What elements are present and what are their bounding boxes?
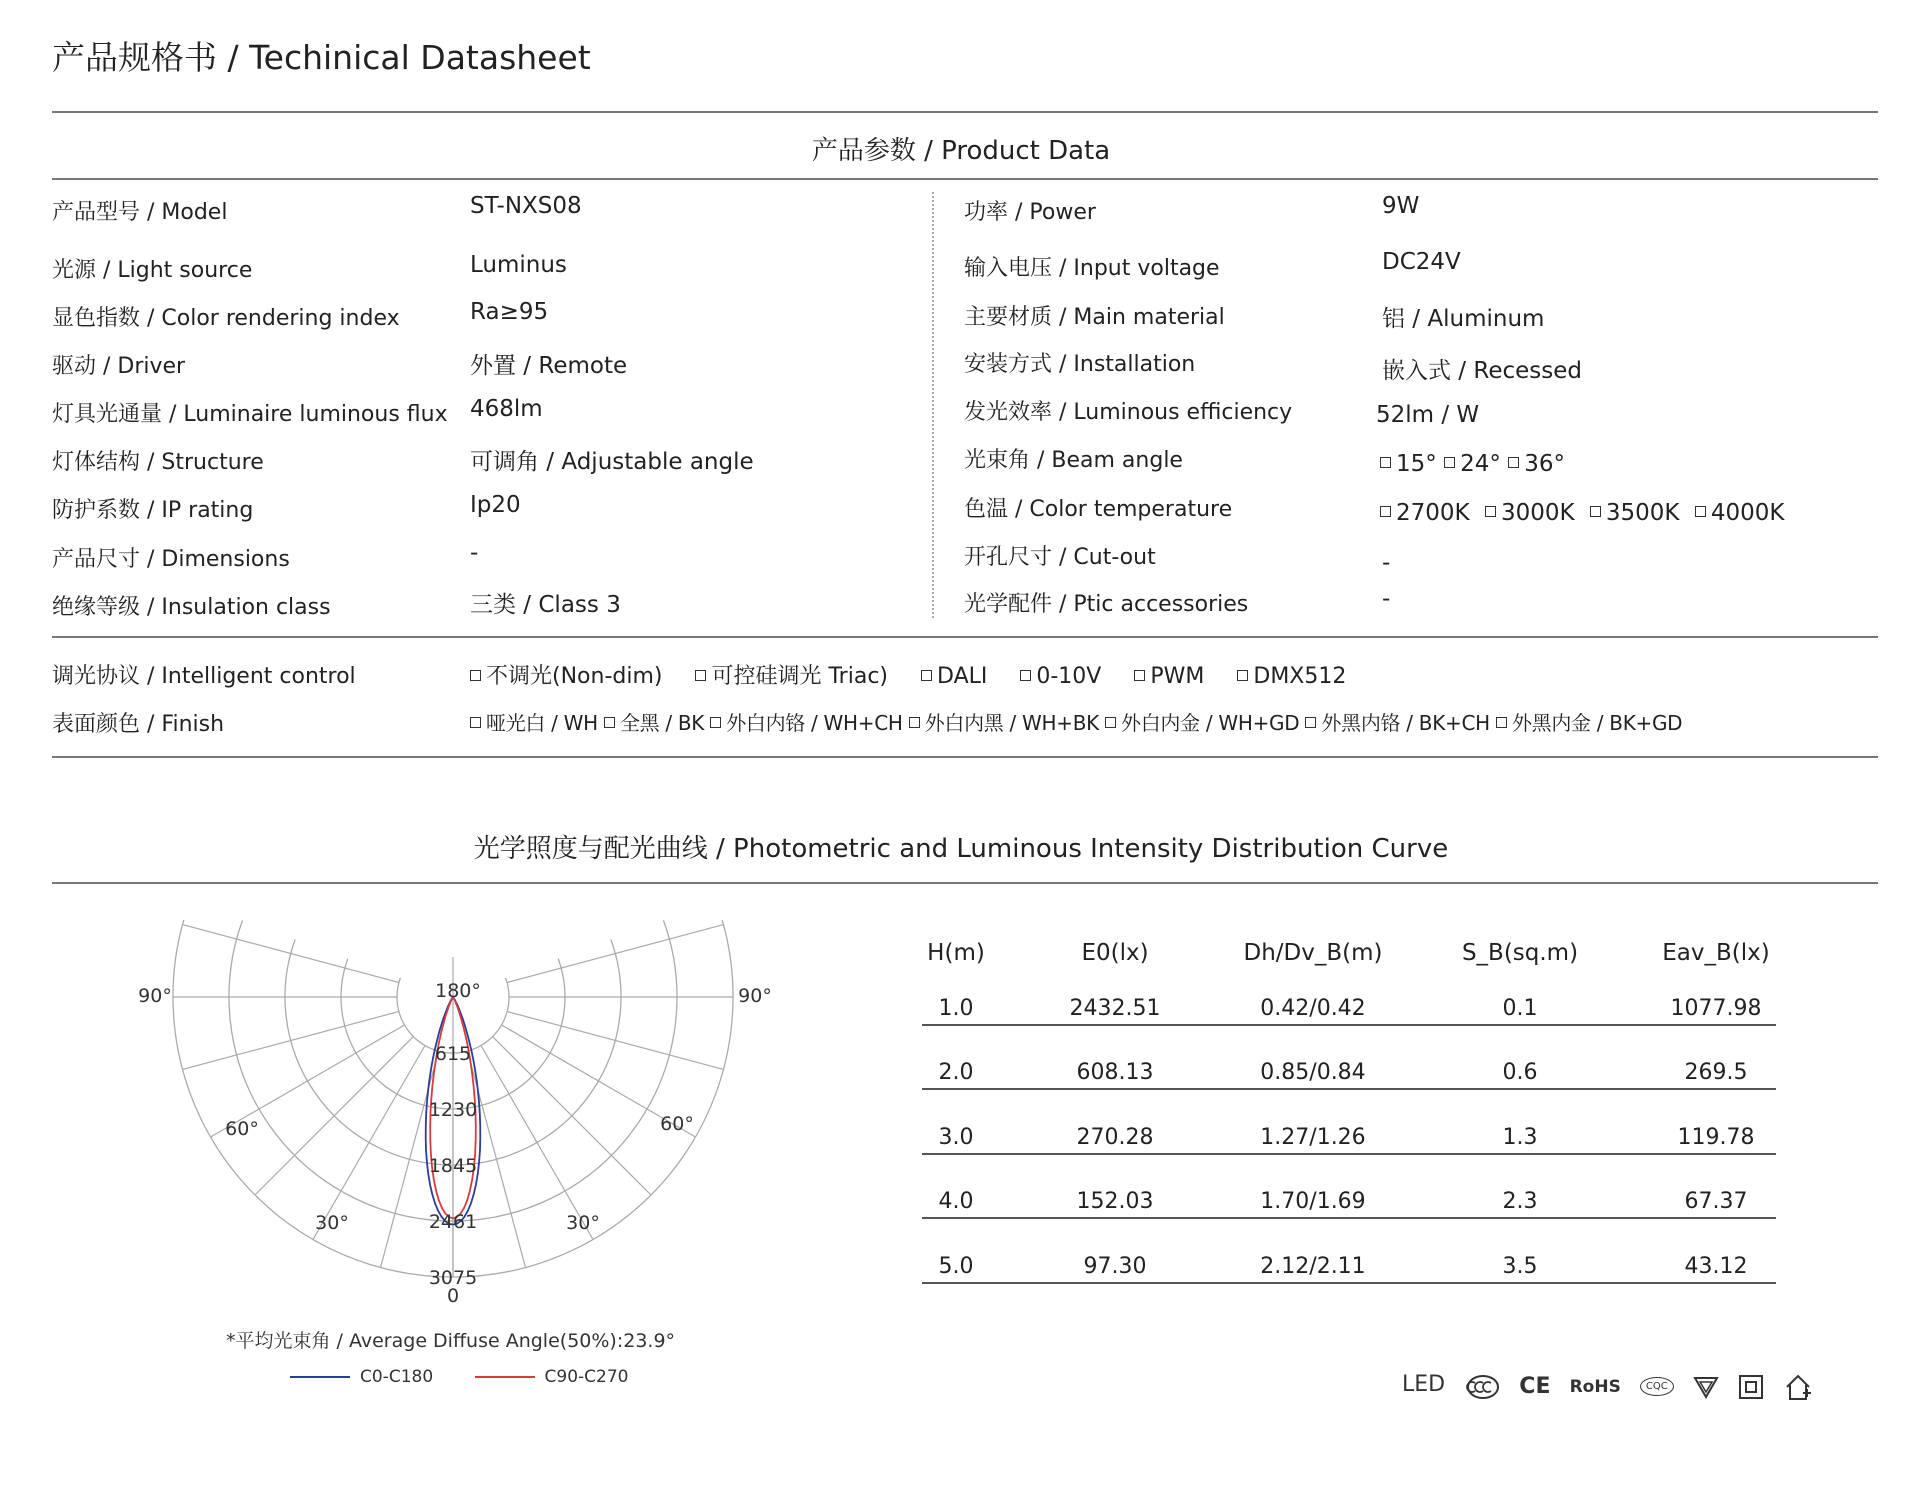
spec-label-cri: 显色指数 / Color rendering index: [52, 306, 400, 331]
table-cell: 5.0: [938, 1254, 974, 1279]
finish-option-wh-gd[interactable]: 外白内金 / WH+GD: [1105, 711, 1299, 735]
polar-ring-label: 3075: [428, 1267, 478, 1289]
spec-label-color-temperature: 色温 / Color temperature: [964, 497, 1233, 522]
polar-spoke: [183, 1011, 399, 1069]
table-header: Eav_B(lx): [1662, 940, 1770, 966]
polar-top-label: 180°: [435, 980, 481, 1002]
led-label: LED: [1402, 1372, 1446, 1397]
polar-bottom-label: 0: [446, 1285, 460, 1307]
spec-value-luminous-efficiency: 52lm / W: [1376, 402, 1480, 428]
options-divider: [52, 756, 1878, 758]
checkbox-icon: [604, 717, 615, 728]
spec-label-luminous-flux: 灯具光通量 / Luminaire luminous flux: [52, 402, 448, 427]
control-option-triac[interactable]: 可控硅调光 Triac): [695, 664, 888, 689]
spec-label-dimensions: 产品尺寸 / Dimensions: [52, 547, 290, 572]
checkbox-icon: [470, 717, 481, 728]
legend-line-red: [475, 1376, 535, 1378]
average-angle-note: *平均光束角 / Average Diffuse Angle(50%):23.9°: [226, 1330, 676, 1352]
polar-angle-label-right-60: 60°: [660, 1113, 694, 1135]
polar-spoke: [493, 1037, 651, 1195]
spec-label-driver: 驱动 / Driver: [52, 354, 186, 379]
table-cell: 608.13: [1076, 1060, 1154, 1085]
legend-line-blue: [290, 1376, 350, 1378]
table-header: S_B(sq.m): [1461, 940, 1579, 966]
spec-label-main-material: 主要材质 / Main material: [964, 305, 1225, 330]
spec-value-main-material: 铝 / Aluminum: [1382, 306, 1545, 332]
table-row-rule: [922, 1282, 1776, 1284]
spec-value-insulation: 三类 / Class 3: [470, 592, 621, 618]
checkbox-icon: [1134, 670, 1145, 681]
spec-value-power: 9W: [1382, 193, 1420, 219]
table-cell: 1.70/1.69: [1260, 1189, 1366, 1214]
table-header: H(m): [927, 940, 985, 966]
spec-label-input-voltage: 输入电压 / Input voltage: [964, 256, 1220, 281]
polar-spoke: [255, 1037, 413, 1195]
table-cell: 2.12/2.11: [1260, 1254, 1366, 1279]
cct-option-3000k[interactable]: 3000K: [1485, 500, 1575, 526]
spec-column-divider: [932, 192, 934, 618]
spec-value-optic-accessories: -: [1382, 586, 1391, 612]
spec-label-cut-out: 开孔尺寸 / Cut-out: [964, 545, 1156, 570]
finish-option-wh-bk[interactable]: 外白内黑 / WH+BK: [909, 711, 1099, 735]
table-cell: 2432.51: [1069, 996, 1161, 1021]
rohs-icon: RoHS: [1569, 1376, 1621, 1397]
spec-label-ip-rating: 防护系数 / IP rating: [52, 498, 254, 523]
spec-label-installation: 安装方式 / Installation: [964, 352, 1196, 377]
cct-option-3500k[interactable]: 3500K: [1590, 500, 1680, 526]
table-cell: 0.85/0.84: [1260, 1060, 1366, 1085]
table-cell: 2.3: [1502, 1189, 1538, 1214]
spec-value-cri: Ra≥95: [470, 299, 549, 325]
polar-ring-label: 1230: [428, 1099, 478, 1121]
ce-icon: CE: [1519, 1374, 1551, 1399]
checkbox-icon: [1508, 457, 1519, 468]
triangle-mark-icon: [1693, 1375, 1719, 1399]
house-mark-icon: [1783, 1373, 1813, 1401]
control-option-dali[interactable]: DALI: [921, 664, 987, 689]
polar-spoke: [507, 1011, 723, 1069]
polar-ring-label: 2461: [428, 1211, 478, 1233]
legend-item-c90: C90-C270: [475, 1367, 629, 1387]
table-cell: 4.0: [938, 1189, 974, 1214]
checkbox-icon: [909, 717, 920, 728]
checkbox-icon: [1444, 457, 1455, 468]
polar-angle-label-left-30: 30°: [315, 1212, 349, 1234]
spec-value-model: ST-NXS08: [470, 193, 582, 219]
checkbox-icon: [1380, 506, 1391, 517]
polar-spoke: [507, 925, 723, 983]
table-cell: 3.5: [1502, 1254, 1538, 1279]
checkbox-icon: [1020, 670, 1031, 681]
spec-label-model: 产品型号 / Model: [52, 200, 228, 225]
table-cell: 97.30: [1083, 1254, 1147, 1279]
finish-option-bk[interactable]: 全黑 / BK: [604, 711, 704, 735]
product-data-divider: [52, 178, 1878, 180]
spec-value-light-source: Luminus: [470, 252, 567, 278]
certification-marks: [1402, 1372, 1827, 1401]
spec-label-structure: 灯体结构 / Structure: [52, 450, 264, 475]
control-options: [470, 659, 1372, 690]
control-option-non-dim[interactable]: 不调光(Non-dim): [470, 664, 662, 689]
cct-option-2700k[interactable]: 2700K: [1380, 500, 1470, 526]
table-row-rule: [922, 1088, 1776, 1090]
spec-value-dimensions: -: [470, 540, 479, 566]
checkbox-icon: [1305, 717, 1316, 728]
table-cell: 270.28: [1076, 1125, 1154, 1150]
polar-spoke: [313, 1045, 425, 1239]
spec-label-beam-angle: 光束角 / Beam angle: [964, 448, 1183, 473]
finish-option-wh-ch[interactable]: 外白内铬 / WH+CH: [710, 711, 902, 735]
legend-item-c0: C0-C180: [290, 1367, 439, 1387]
photometric-divider: [52, 882, 1878, 884]
polar-angle-label-right-30: 30°: [566, 1212, 600, 1234]
spec-label-luminous-efficiency: 发光效率 / Luminous efficiency: [964, 400, 1293, 425]
table-header: E0(lx): [1081, 940, 1149, 966]
checkbox-icon: [1695, 506, 1706, 517]
checkbox-icon: [1590, 506, 1601, 517]
polar-angle-label-right-90: 90°: [738, 985, 772, 1007]
table-cell: 1.27/1.26: [1260, 1125, 1366, 1150]
header-divider: [52, 111, 1878, 113]
checkbox-icon: [470, 670, 481, 681]
polar-ring-label: 615: [434, 1043, 472, 1065]
spec-value-structure: 可调角 / Adjustable angle: [470, 449, 754, 475]
spec-value-installation: 嵌入式 / Recessed: [1382, 358, 1582, 384]
table-cell: 1.0: [938, 996, 974, 1021]
checkbox-icon: [1496, 717, 1507, 728]
checkbox-icon: [1237, 670, 1248, 681]
table-header: Dh/Dv_B(m): [1243, 940, 1383, 966]
spec-label-light-source: 光源 / Light source: [52, 258, 253, 283]
control-option-0-10v[interactable]: 0-10V: [1020, 664, 1101, 689]
checkbox-icon: [695, 670, 706, 681]
polar-angle-label-left-90: 90°: [138, 985, 172, 1007]
finish-option-bk-gd[interactable]: 外黑内金 / BK+GD: [1496, 711, 1682, 735]
checkbox-icon: [921, 670, 932, 681]
finish-option-wh[interactable]: 哑光白 / WH: [470, 711, 598, 735]
control-label: 调光协议 / Intelligent control: [52, 664, 356, 689]
finish-options: [470, 707, 1682, 736]
finish-label: 表面颜色 / Finish: [52, 712, 225, 737]
table-row-rule: [922, 1153, 1776, 1155]
cct-option-4000k[interactable]: 4000K: [1695, 500, 1785, 526]
legend: [290, 1367, 629, 1387]
table-cell: 269.5: [1684, 1060, 1748, 1085]
beam-option-36[interactable]: 36°: [1508, 451, 1565, 477]
ccc-icon: [1466, 1374, 1500, 1400]
double-insulation-icon: [1738, 1374, 1764, 1400]
spec-label-optic-accessories: 光学配件 / Ptic accessories: [964, 592, 1249, 617]
polar-ring-label: 1845: [428, 1155, 478, 1177]
spec-value-driver: 外置 / Remote: [470, 353, 628, 379]
checkbox-icon: [710, 717, 721, 728]
spec-divider: [52, 636, 1878, 638]
beam-angle-options: [1380, 451, 1565, 477]
polar-intensity-chart: [120, 920, 780, 1320]
table-cell: 3.0: [938, 1125, 974, 1150]
checkbox-icon: [1105, 717, 1116, 728]
table-cell: 152.03: [1076, 1189, 1154, 1214]
spec-label-insulation: 绝缘等级 / Insulation class: [52, 595, 331, 620]
beam-option-24[interactable]: 24°: [1444, 451, 1501, 477]
table-cell: 1.3: [1502, 1125, 1538, 1150]
photometric-title: 光学照度与配光曲线 / Photometric and Luminous Intensity Distribution Curve: [473, 834, 1449, 864]
table-cell: 0.6: [1502, 1060, 1538, 1085]
product-data-title: 产品参数 / Product Data: [811, 136, 1111, 166]
spec-label-power: 功率 / Power: [964, 200, 1096, 225]
page-title: 产品规格书 / Techinical Datasheet: [52, 38, 591, 77]
beam-option-15[interactable]: 15°: [1380, 451, 1437, 477]
table-row-rule: [922, 1217, 1776, 1219]
control-option-dmx512[interactable]: DMX512: [1237, 664, 1346, 689]
table-row-rule: [922, 1024, 1776, 1026]
polar-spoke: [183, 925, 399, 983]
table-cell: 0.1: [1502, 996, 1538, 1021]
control-option-pwm[interactable]: PWM: [1134, 664, 1204, 689]
checkbox-icon: [1485, 506, 1496, 517]
checkbox-icon: [1380, 457, 1391, 468]
table-cell: 119.78: [1677, 1125, 1755, 1150]
spec-value-cut-out: -: [1382, 550, 1391, 576]
table-cell: 1077.98: [1670, 996, 1762, 1021]
spec-value-ip-rating: Ip20: [470, 492, 521, 518]
spec-value-input-voltage: DC24V: [1382, 249, 1461, 275]
table-cell: 43.12: [1684, 1254, 1748, 1279]
color-temp-options: [1380, 500, 1784, 526]
finish-option-bk-ch[interactable]: 外黑内铬 / BK+CH: [1305, 711, 1489, 735]
polar-angle-label-left-60: 60°: [225, 1118, 259, 1140]
cqc-icon: CQC: [1640, 1377, 1674, 1396]
table-cell: 2.0: [938, 1060, 974, 1085]
table-cell: 67.37: [1684, 1189, 1748, 1214]
spec-value-luminous-flux: 468lm: [470, 396, 543, 422]
table-cell: 0.42/0.42: [1260, 996, 1366, 1021]
polar-spoke: [481, 1045, 593, 1239]
